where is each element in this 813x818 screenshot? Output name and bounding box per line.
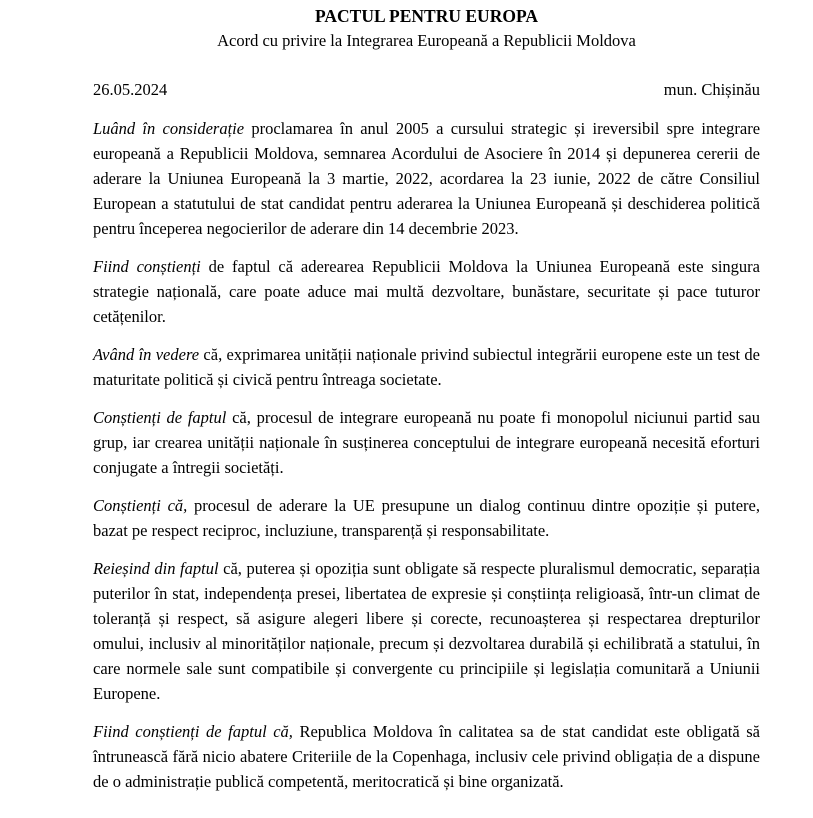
paragraph <box>93 493 760 543</box>
paragraph <box>93 342 760 392</box>
page-title: PACTUL PENTRU EUROPA <box>315 6 538 26</box>
paragraph <box>93 116 760 241</box>
document-place: mun. Chișinău <box>663 80 760 99</box>
paragraph-lead: Conștienți că, <box>93 496 188 515</box>
paragraph-text: procesul de aderare la UE presupune un dialog continuu dintre opoziție și putere, bazat pe respect reciproc, incluziune, transparență și responsabilitate. <box>93 496 760 540</box>
paragraph-lead: Având în vedere <box>93 345 200 364</box>
paragraph-lead: Fiind conștienți de faptul că, <box>93 722 293 741</box>
dateline <box>93 77 760 102</box>
paragraph-lead: Reieșind din faptul <box>93 559 219 578</box>
paragraph-lead: Luând în considerație <box>93 119 245 138</box>
paragraph <box>93 556 760 706</box>
paragraph-text: proclamarea în anul 2005 a cursului strategic și ireversibil spre integrare europeană a Republicii Moldova, semnarea Acordului de Asociere în 2014 și depunerea cererii de aderare la Uniunea Europeană la 3 martie, 2022, acordarea la 23 iunie, 2022 de către Consiliul European a statutului de stat candidat pentru aderarea la Uniunea Europeană și deschiderea politică pentru începerea negocierilor de aderare din 14 decembrie 2023. <box>93 119 761 238</box>
paragraph-lead: Fiind conștienți <box>93 257 201 276</box>
paragraph-text: că, exprimarea unității naționale privind subiectul integrării europene este un test de maturitate politică și civică pentru întreaga societate. <box>93 345 760 389</box>
paragraph-text: că, puterea și opoziția sunt obligate să respecte pluralismul democratic, separația puterilor în stat, independența presei, libertatea de expresie și conștiința religioasă, într-un climat de toleranță și respect, să asigure alegeri libere și corecte, recunoașterea și respectarea drepturilor omului, inclusiv al minorităților naționale, precum și dezvoltarea durabilă și echilibrată a statului, în care normele sale sunt compatibile și convergente cu principiile și legislația comunitară a Uniunii Europene. <box>93 559 761 703</box>
paragraph <box>93 254 760 329</box>
document-body <box>93 116 760 794</box>
paragraph <box>93 719 760 794</box>
paragraph <box>93 405 760 480</box>
paragraph-text: de faptul că aderearea Republicii Moldova la Uniunea Europeană este singura strategie națională, care poate aduce mai multă dezvoltare, bunăstare, securitate și pace tuturor cetățenilor. <box>93 257 760 326</box>
paragraph-lead: Conștienți de faptul <box>93 408 227 427</box>
paragraph-text: că, procesul de integrare europeană nu poate fi monopolul niciunui partid sau grup, iar crearea unității naționale în susținerea conceptului de integrare europeană necesită eforturi conjugate a întregii societăți. <box>93 408 761 477</box>
document-date: 26.05.2024 <box>93 80 168 99</box>
page-subtitle: Acord cu privire la Integrarea Europeană a Republicii Moldova <box>217 31 636 50</box>
paragraph-text: Republica Moldova în calitatea sa de stat candidat este obligată să întrunească fără nicio abatere Criteriile de la Copenhaga, inclusiv cele privind obligația de a dispune de o administrație publică competentă, meritocratică și bine organizată. <box>93 722 760 791</box>
